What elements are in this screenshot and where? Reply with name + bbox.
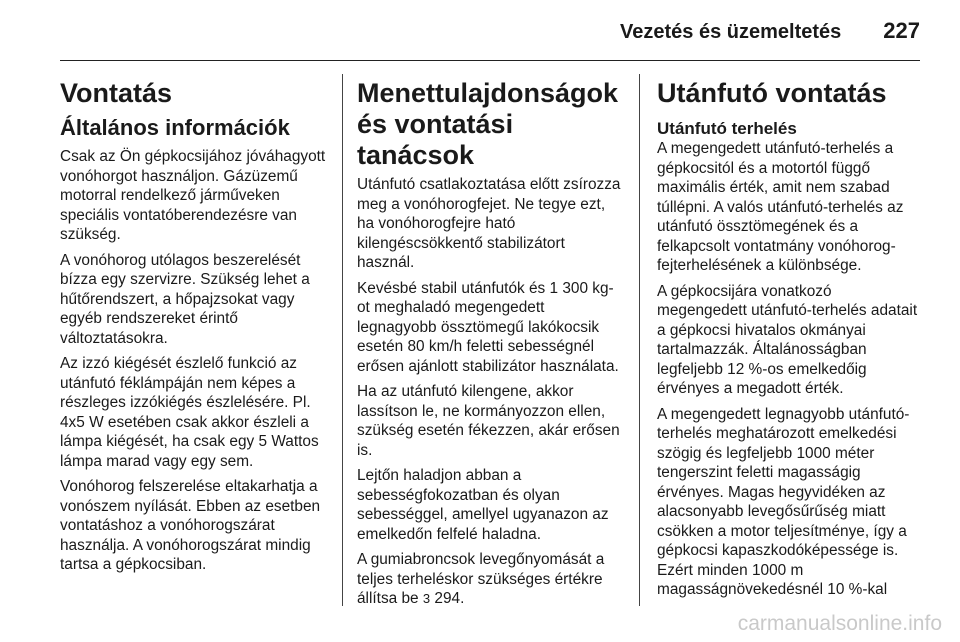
- paragraph: A megengedett legnagyobb utánfutó-terhelés meghatározott emelkedési szögig és legfeljebb 1000 méter tengerszint feletti magasságig érvényes. Magas hegyvidéken az alacsonyabb levegősűrűség miatt csökken a motor teljesítménye, így a gépkocsi kapaszkodóképessége is. Ezért minden 1000 m magasságnövekedésnél 10 %-kal: [657, 405, 910, 598]
- page-reference: 294.: [434, 590, 465, 607]
- paragraph: A megengedett utánfutó-terhelés a gépkocsitól és a motortól függő maximális érték, amit nem szabad túllépni. A valós utánfutó-terhelés az utánfutó össztömegének és a felkapcsolt vontatmány vonóhorog-fejterhelésének a különbsége.: [657, 140, 904, 274]
- page-reference-arrow-icon: 3: [422, 591, 431, 606]
- watermark: carmanualsonline.info: [737, 612, 942, 635]
- column-1-subtitle: Általános információk: [60, 115, 290, 140]
- column-divider-1: [342, 74, 343, 606]
- column-1-title: Vontatás: [60, 78, 173, 108]
- paragraph: A gépkocsijára vonatkozó megengedett utánfutó-terhelés adatait a gépkocsi hivatalos okmányai tartalmazzák. Általánosságban legfeljebb 12 %-os emelkedőig érvényes a megadott érték.: [657, 282, 918, 397]
- paragraph-text: A gumiabroncsok levegőnyomását a teljes terheléskor szükséges értékre állítsa be: [357, 551, 605, 607]
- column-3-subtitle: Utánfutó terhelés: [657, 119, 797, 138]
- paragraph: Ha az utánfutó kilengene, akkor lassítson le, ne kormányozzon ellen, szükség esetén fékezzen, akár erősen is.: [357, 383, 620, 459]
- column-divider-2: [639, 74, 640, 606]
- paragraph: Utánfutó csatlakoztatása előtt zsírozza meg a vonóhorogfejet. Ne tegye ezt, ha vonóhorogfejre ható kilengéscsökkentő stabilizátort használ.: [357, 176, 621, 271]
- column-2: [357, 72, 625, 615]
- paragraph: [357, 550, 625, 609]
- page-header: [60, 18, 920, 44]
- column-3: [657, 72, 925, 606]
- page-number: 227: [883, 18, 920, 43]
- paragraph: Kevésbé stabil utánfutók és 1 300 kg-ot meghaladó megengedett legnagyobb össztömegű lakókocsik esetén 80 km/h feletti sebességnél erősen ajánlott stabilizátor használata.: [357, 279, 619, 375]
- paragraph: Csak az Ön gépkocsijához jóváhagyott vonóhorgot használjon. Gázüzemű motorral rendelkező járműveken speciális vontatóberendezésre van szükség.: [60, 148, 326, 243]
- paragraph: A vonóhorog utólagos beszerelését bízza egy szervizre. Szükség lehet a hűtőrendszert, a hőpajzsokat vagy egyéb rendszereket érintő változtatásokra.: [60, 251, 310, 347]
- paragraph: Vonóhorog felszerelése eltakarhatja a vonószem nyílását. Ebben az esetben vontatáshoz a vonóhorogszárat használja. A vonóhorogszárat mindig tartsa a gépkocsiban.: [60, 478, 321, 573]
- header-rule: [60, 60, 920, 61]
- section-title: Vezetés és üzemeltetés: [620, 21, 842, 43]
- column-3-title: Utánfutó vontatás: [657, 78, 887, 108]
- paragraph: Lejtőn haladjon abban a sebességfokozatban és olyan sebességgel, amellyel ugyanazon az emelkedőn felfelé haladna.: [357, 467, 609, 543]
- column-2-title: Menettulajdonságok és vontatási tanácsok: [357, 78, 619, 170]
- paragraph: Az izzó kiégését észlelő funkció az utánfutó féklámpáján nem képes a részleges izzókiégés észlelésére. Pl. 4x5 W esetében csak akkor észleli a lámpa kiégését, ha csak egy 5 Wattos lámpa marad vagy egy sem.: [60, 355, 319, 470]
- column-1: [60, 72, 332, 581]
